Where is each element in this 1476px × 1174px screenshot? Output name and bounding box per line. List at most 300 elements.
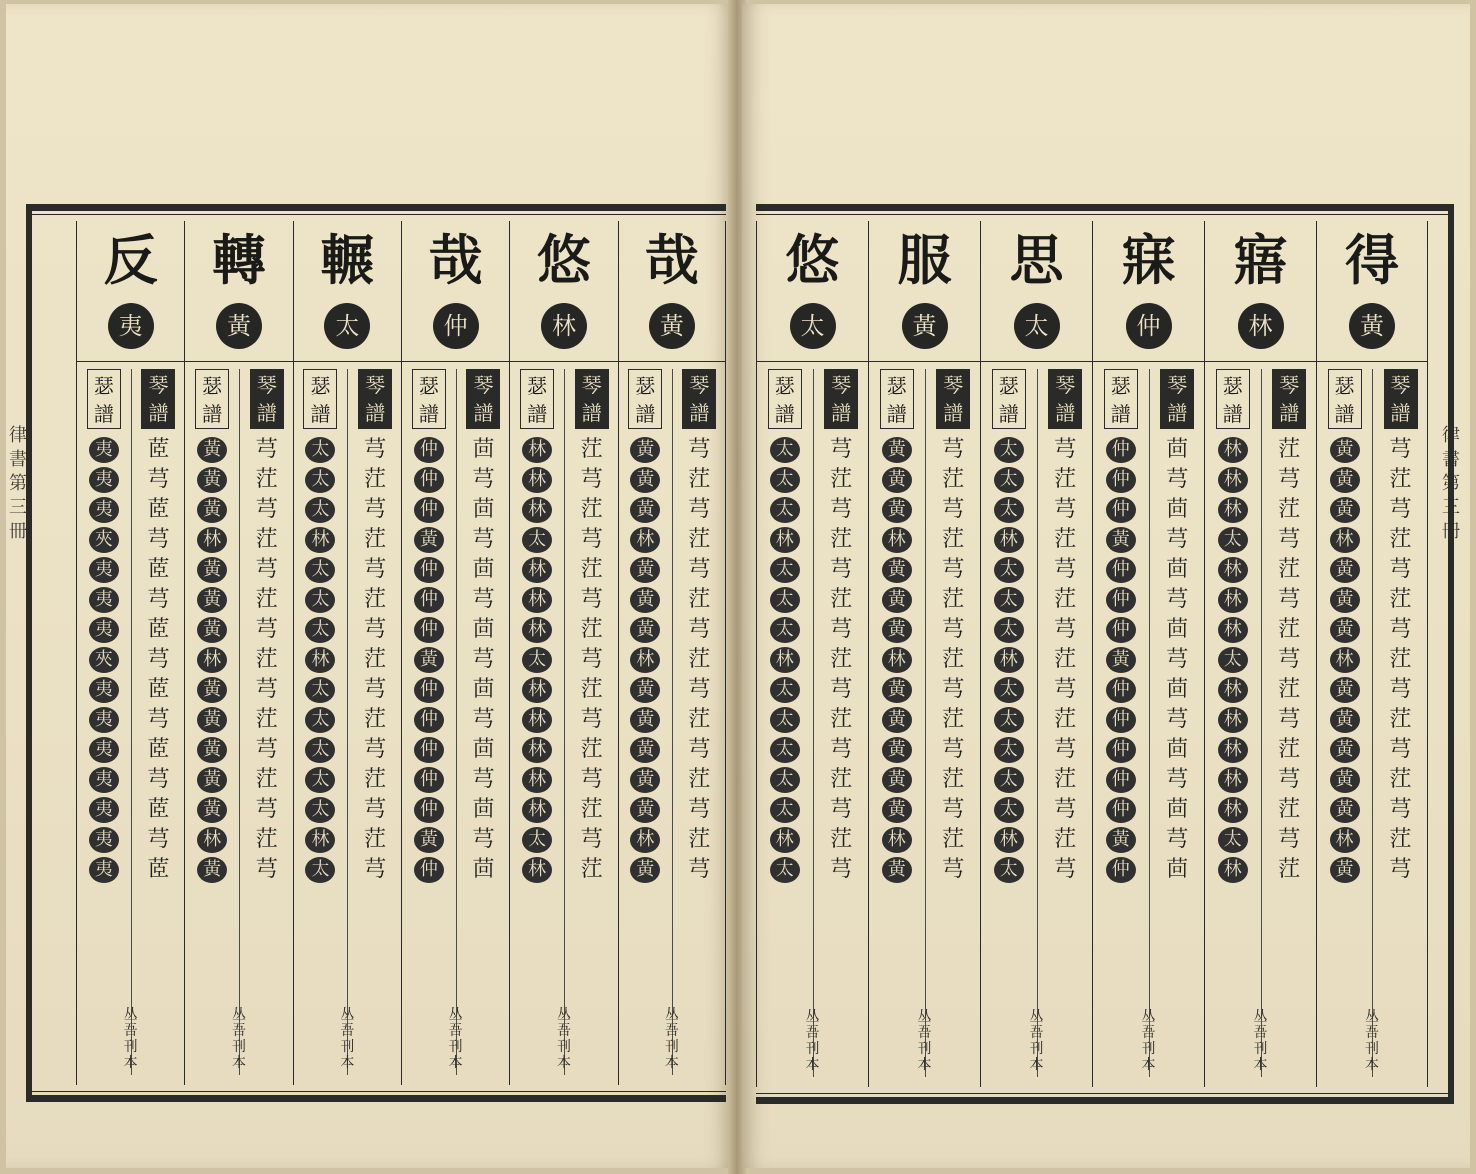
column-footer: 丛吾刊本	[340, 1007, 355, 1071]
fingering-note: 芎	[255, 437, 278, 462]
fingering-note: 茳	[830, 527, 853, 552]
fingering-note: 茳	[942, 587, 965, 612]
column-footer: 丛吾刊本	[1141, 1009, 1156, 1073]
fingering-note: 芎	[942, 677, 965, 702]
pitch-note: 黃	[414, 647, 444, 673]
pitch-note: 太	[305, 557, 335, 583]
column-footer: 丛吾刊本	[231, 1007, 246, 1071]
pitch-note: 黃	[1330, 677, 1360, 703]
fingering-note: 茳	[830, 707, 853, 732]
tone-circle: 太	[324, 303, 370, 349]
pitch-note: 林	[305, 827, 335, 853]
fingering-note: 茴	[1166, 497, 1189, 522]
fingering-note: 茳	[688, 707, 711, 732]
qin-notation-lane	[672, 369, 726, 1075]
pitch-note: 太	[1218, 827, 1248, 853]
qin-label: 琴譜	[466, 369, 500, 429]
tone-circle: 黃	[216, 303, 262, 349]
fingering-note: 茳	[364, 527, 387, 552]
qin-notation-lane	[1149, 369, 1206, 1077]
qin-notation-lane	[347, 369, 402, 1075]
pitch-note: 黃	[630, 767, 660, 793]
fingering-note: 芎	[1389, 737, 1412, 762]
fingering-note: 芎	[942, 857, 965, 882]
fingering-note: 芎	[1166, 527, 1189, 552]
pitch-note: 林	[1218, 437, 1248, 463]
fingering-note: 茳	[942, 707, 965, 732]
fingering-note: 芎	[1166, 707, 1189, 732]
fingering-note: 芎	[942, 737, 965, 762]
fingering-note: 芎	[688, 737, 711, 762]
fingering-note: 芎	[255, 797, 278, 822]
tone-circle: 黃	[902, 303, 948, 349]
tone-circle: 夷	[108, 303, 154, 349]
fingering-note: 茳	[580, 437, 603, 462]
fingering-note: 芎	[942, 797, 965, 822]
pitch-note: 黃	[1106, 647, 1136, 673]
fingering-note: 芎	[364, 557, 387, 582]
pitch-note: 林	[197, 827, 227, 853]
qin-label: 琴譜	[358, 369, 392, 429]
qin-notes	[814, 437, 870, 883]
fingering-note: 茳	[580, 677, 603, 702]
se-label: 瑟譜	[1216, 369, 1250, 429]
se-label: 瑟譜	[1104, 369, 1138, 429]
pitch-note: 林	[994, 527, 1024, 553]
fingering-note: 茳	[1278, 797, 1301, 822]
pitch-note: 黃	[197, 497, 227, 523]
column-footer: 丛吾刊本	[917, 1009, 932, 1073]
pitch-note: 仲	[414, 737, 444, 763]
fingering-note: 芎	[942, 557, 965, 582]
left-frame	[26, 204, 726, 1102]
qin-label: 琴譜	[1384, 369, 1418, 429]
pitch-note: 夾	[89, 647, 119, 673]
fingering-note: 茳	[580, 857, 603, 882]
pitch-note: 仲	[1106, 467, 1136, 493]
se-label: 瑟譜	[992, 369, 1026, 429]
fingering-note: 茴	[1166, 857, 1189, 882]
pitch-note: 太	[994, 587, 1024, 613]
column-footer: 丛吾刊本	[556, 1007, 571, 1071]
fingering-note: 芎	[1054, 737, 1077, 762]
fingering-note: 芎	[830, 857, 853, 882]
pitch-note: 林	[305, 647, 335, 673]
qin-notes	[348, 437, 402, 883]
fingering-note: 茳	[364, 587, 387, 612]
pitch-note: 黃	[630, 557, 660, 583]
pitch-note: 黃	[882, 857, 912, 883]
pitch-note: 黃	[1330, 797, 1360, 823]
pitch-note: 黃	[197, 557, 227, 583]
se-notation-lane	[1317, 369, 1372, 1077]
column-footer: 丛吾刊本	[1029, 1009, 1044, 1073]
pitch-note: 林	[522, 497, 552, 523]
qin-notes	[457, 437, 511, 883]
pitch-note: 黃	[197, 797, 227, 823]
fingering-note: 茳	[255, 467, 278, 492]
fingering-note: 芎	[1389, 497, 1412, 522]
fingering-note: 茴	[472, 857, 495, 882]
pitch-note: 夷	[89, 797, 119, 823]
fingering-note: 茳	[942, 767, 965, 792]
header-divider	[1205, 361, 1316, 362]
fingering-note: 茳	[1278, 497, 1301, 522]
qin-notes	[240, 437, 294, 883]
pitch-note: 太	[770, 737, 800, 763]
pitch-note: 太	[994, 737, 1024, 763]
se-notation-lane	[510, 369, 564, 1075]
fingering-note: 茳	[1389, 527, 1412, 552]
fingering-note: 茳	[364, 707, 387, 732]
pitch-note: 黃	[1330, 557, 1360, 583]
right-frame	[756, 204, 1454, 1104]
column-footer: 丛吾刊本	[1365, 1009, 1379, 1073]
se-notes	[77, 437, 131, 883]
lyric-character: 思	[1009, 228, 1064, 292]
column-footer: 丛吾刊本	[123, 1007, 138, 1071]
fingering-note: 茳	[1389, 827, 1412, 852]
se-notes	[981, 437, 1037, 883]
header-divider	[619, 361, 725, 362]
pitch-note: 太	[994, 497, 1024, 523]
fingering-note: 茴	[1166, 677, 1189, 702]
fingering-note: 茳	[1278, 437, 1301, 462]
fingering-note: 茳	[1389, 467, 1412, 492]
pitch-note: 黃	[1106, 827, 1136, 853]
fingering-note: 茴	[1166, 437, 1189, 462]
pitch-note: 太	[770, 857, 800, 883]
fingering-note: 茴	[1166, 557, 1189, 582]
pitch-note: 太	[994, 557, 1024, 583]
right-columns	[756, 221, 1442, 1087]
pitch-note: 太	[305, 587, 335, 613]
header-divider	[757, 361, 868, 362]
pitch-note: 林	[197, 527, 227, 553]
fingering-note: 芎	[688, 617, 711, 642]
qin-notation-lane	[1037, 369, 1094, 1077]
se-notation-lane	[185, 369, 239, 1075]
fingering-note: 芎	[1278, 827, 1301, 852]
fingering-note: 茴	[472, 797, 495, 822]
fingering-note: 芎	[255, 857, 278, 882]
notation-column	[1204, 221, 1316, 1087]
qin-label: 琴譜	[250, 369, 284, 429]
fingering-note: 茳	[830, 827, 853, 852]
fingering-note: 芎	[472, 647, 495, 672]
pitch-note: 仲	[1106, 857, 1136, 883]
qin-notation-lane	[813, 369, 870, 1077]
pitch-note: 太	[770, 467, 800, 493]
pitch-note: 黃	[1330, 707, 1360, 733]
fingering-note: 茳	[830, 767, 853, 792]
qin-notation-lane	[456, 369, 511, 1075]
fingering-note: 芎	[364, 437, 387, 462]
pitch-note: 林	[1218, 557, 1248, 583]
lyric-character: 得	[1345, 228, 1399, 292]
se-notes	[1205, 437, 1261, 883]
fingering-note: 茴	[472, 617, 495, 642]
fingering-note: 芎	[255, 497, 278, 522]
fingering-note: 茳	[580, 557, 603, 582]
fingering-note: 茳	[688, 767, 711, 792]
pitch-note: 仲	[414, 497, 444, 523]
qin-label: 琴譜	[682, 369, 716, 429]
fingering-note: 芎	[1278, 647, 1301, 672]
pitch-note: 黃	[630, 737, 660, 763]
column-footer: 丛吾刊本	[1253, 1009, 1268, 1073]
fingering-note: 茳	[1054, 767, 1077, 792]
fingering-note: 芎	[1166, 827, 1189, 852]
qin-notes	[1038, 437, 1094, 883]
fingering-note: 茳	[1278, 677, 1301, 702]
fingering-note: 芎	[255, 617, 278, 642]
fingering-note: 茳	[255, 647, 278, 672]
fingering-note: 芎	[830, 497, 853, 522]
qin-notes	[926, 437, 982, 883]
left-columns	[76, 221, 726, 1085]
pitch-note: 黃	[630, 707, 660, 733]
pitch-note: 仲	[1106, 617, 1136, 643]
pitch-note: 太	[522, 647, 552, 673]
pitch-note: 黃	[882, 737, 912, 763]
pitch-note: 林	[1218, 857, 1248, 883]
left-page	[6, 4, 732, 1168]
tone-circle: 太	[1014, 303, 1060, 349]
pitch-note: 林	[1218, 797, 1248, 823]
fingering-note: 茴	[472, 677, 495, 702]
pitch-note: 黃	[882, 617, 912, 643]
column-footer: 丛吾刊本	[448, 1007, 463, 1071]
pitch-note: 仲	[414, 437, 444, 463]
lyric-character: 輾	[320, 228, 375, 292]
pitch-note: 仲	[414, 677, 444, 703]
fingering-note: 茳	[255, 827, 278, 852]
fingering-note: 茳	[1278, 617, 1301, 642]
pitch-note: 黃	[197, 437, 227, 463]
fingering-note: 芎	[1054, 617, 1077, 642]
pitch-note: 太	[305, 437, 335, 463]
right-page	[742, 4, 1470, 1168]
pitch-note: 林	[1218, 587, 1248, 613]
fingering-note: 芎	[472, 707, 495, 732]
qin-label: 琴譜	[824, 369, 858, 429]
tone-circle: 黃	[649, 303, 695, 349]
fingering-note: 芎	[364, 677, 387, 702]
fingering-note: 芎	[1278, 767, 1301, 792]
notation-column	[618, 221, 726, 1085]
pitch-note: 黃	[414, 827, 444, 853]
notation-column	[1316, 221, 1428, 1087]
pitch-note: 黃	[1330, 497, 1360, 523]
pitch-note: 仲	[1106, 677, 1136, 703]
pitch-note: 太	[305, 617, 335, 643]
pitch-note: 黃	[882, 707, 912, 733]
pitch-note: 黃	[882, 557, 912, 583]
pitch-note: 太	[770, 497, 800, 523]
pitch-note: 林	[522, 797, 552, 823]
fingering-note: 芎	[1054, 857, 1077, 882]
pitch-note: 仲	[1106, 497, 1136, 523]
se-notation-lane	[294, 369, 348, 1075]
column-footer: 丛吾刊本	[805, 1009, 820, 1073]
header-divider	[981, 361, 1092, 362]
fingering-note: 芎	[942, 617, 965, 642]
se-notes	[1093, 437, 1149, 883]
pitch-note: 黃	[882, 767, 912, 793]
qin-label: 琴譜	[1048, 369, 1082, 429]
pitch-note: 林	[1218, 767, 1248, 793]
pitch-note: 夷	[89, 677, 119, 703]
column-footer: 丛吾刊本	[664, 1007, 679, 1071]
fingering-note: 茳	[1054, 647, 1077, 672]
fingering-note: 茝	[147, 797, 170, 822]
header-divider	[77, 361, 184, 362]
right-edge-label: 律書第三冊	[1442, 425, 1460, 542]
fingering-note: 芎	[1054, 557, 1077, 582]
lyric-character: 轉	[211, 228, 266, 292]
fingering-note: 茳	[830, 647, 853, 672]
pitch-note: 太	[994, 677, 1024, 703]
pitch-note: 太	[770, 587, 800, 613]
pitch-note: 黃	[882, 797, 912, 823]
qin-notation-lane	[1261, 369, 1318, 1077]
fingering-note: 茳	[1389, 767, 1412, 792]
pitch-note: 黃	[414, 527, 444, 553]
fingering-note: 茝	[147, 617, 170, 642]
fingering-note: 茳	[1278, 737, 1301, 762]
pitch-note: 黃	[630, 617, 660, 643]
pitch-note: 林	[630, 827, 660, 853]
lyric-character: 悠	[536, 228, 591, 292]
fingering-note: 芎	[147, 647, 170, 672]
fingering-note: 茴	[472, 557, 495, 582]
fingering-note: 茳	[255, 587, 278, 612]
fingering-note: 茳	[1389, 587, 1412, 612]
qin-notation-lane	[239, 369, 294, 1075]
qin-label: 琴譜	[141, 369, 175, 429]
fingering-note: 芎	[830, 437, 853, 462]
pitch-note: 林	[1218, 677, 1248, 703]
pitch-note: 黃	[1106, 527, 1136, 553]
pitch-note: 仲	[414, 617, 444, 643]
fingering-note: 茴	[1166, 617, 1189, 642]
pitch-note: 太	[770, 617, 800, 643]
pitch-note: 仲	[414, 797, 444, 823]
fingering-note: 茳	[688, 647, 711, 672]
pitch-note: 太	[305, 737, 335, 763]
pitch-note: 太	[994, 707, 1024, 733]
notation-column	[293, 221, 401, 1085]
pitch-note: 林	[882, 827, 912, 853]
se-notation-lane	[1093, 369, 1149, 1077]
pitch-note: 黃	[1330, 467, 1360, 493]
pitch-note: 仲	[414, 707, 444, 733]
pitch-note: 太	[770, 767, 800, 793]
header-divider	[185, 361, 292, 362]
fingering-note: 茴	[472, 737, 495, 762]
qin-label: 琴譜	[575, 369, 609, 429]
se-notes	[510, 437, 564, 883]
header-divider	[1093, 361, 1204, 362]
pitch-note: 仲	[414, 857, 444, 883]
fingering-note: 芎	[1389, 857, 1412, 882]
left-edge-label: 律書第三冊	[9, 425, 27, 542]
pitch-note: 仲	[1106, 737, 1136, 763]
fingering-note: 茳	[580, 797, 603, 822]
fingering-note: 茳	[1054, 467, 1077, 492]
pitch-note: 黃	[882, 437, 912, 463]
fingering-note: 茝	[147, 677, 170, 702]
se-label: 瑟譜	[628, 369, 662, 429]
pitch-note: 林	[630, 647, 660, 673]
pitch-note: 仲	[1106, 587, 1136, 613]
fingering-note: 茝	[147, 857, 170, 882]
tone-circle: 林	[541, 303, 587, 349]
pitch-note: 林	[1218, 737, 1248, 763]
fingering-note: 茳	[1054, 707, 1077, 732]
se-notation-lane	[869, 369, 925, 1077]
pitch-note: 林	[305, 527, 335, 553]
pitch-note: 林	[770, 827, 800, 853]
pitch-note: 黃	[882, 677, 912, 703]
se-notes	[1317, 437, 1372, 883]
se-notes	[294, 437, 348, 883]
pitch-note: 林	[1218, 707, 1248, 733]
fingering-note: 芎	[580, 587, 603, 612]
pitch-note: 夷	[89, 587, 119, 613]
fingering-note: 茴	[1166, 737, 1189, 762]
fingering-note: 茳	[1278, 557, 1301, 582]
pitch-note: 夷	[89, 767, 119, 793]
pitch-note: 黃	[197, 617, 227, 643]
se-notes	[757, 437, 813, 883]
fingering-note: 茳	[1054, 827, 1077, 852]
fingering-note: 茳	[580, 617, 603, 642]
fingering-note: 芎	[688, 797, 711, 822]
notation-column	[1092, 221, 1204, 1087]
fingering-note: 芎	[1054, 437, 1077, 462]
pitch-note: 林	[994, 827, 1024, 853]
se-label: 瑟譜	[768, 369, 802, 429]
pitch-note: 林	[522, 677, 552, 703]
pitch-note: 林	[522, 767, 552, 793]
fingering-note: 芎	[1166, 587, 1189, 612]
qin-label: 琴譜	[936, 369, 970, 429]
qin-notation-lane	[131, 369, 186, 1075]
fingering-note: 茳	[1389, 707, 1412, 732]
qin-notes	[132, 437, 186, 883]
se-notes	[619, 437, 672, 883]
pitch-note: 黃	[630, 797, 660, 823]
se-notes	[869, 437, 925, 883]
fingering-note: 茝	[147, 557, 170, 582]
fingering-note: 芎	[364, 797, 387, 822]
pitch-note: 太	[305, 767, 335, 793]
pitch-note: 黃	[197, 587, 227, 613]
fingering-note: 芎	[1166, 467, 1189, 492]
pitch-note: 夷	[89, 737, 119, 763]
pitch-note: 太	[770, 797, 800, 823]
fingering-note: 芎	[1278, 467, 1301, 492]
fingering-note: 芎	[830, 617, 853, 642]
lyric-character: 寤	[1233, 228, 1288, 292]
fingering-note: 茳	[364, 827, 387, 852]
pitch-note: 黃	[630, 587, 660, 613]
notation-column	[868, 221, 980, 1087]
se-notes	[402, 437, 456, 883]
notation-column	[76, 221, 184, 1085]
